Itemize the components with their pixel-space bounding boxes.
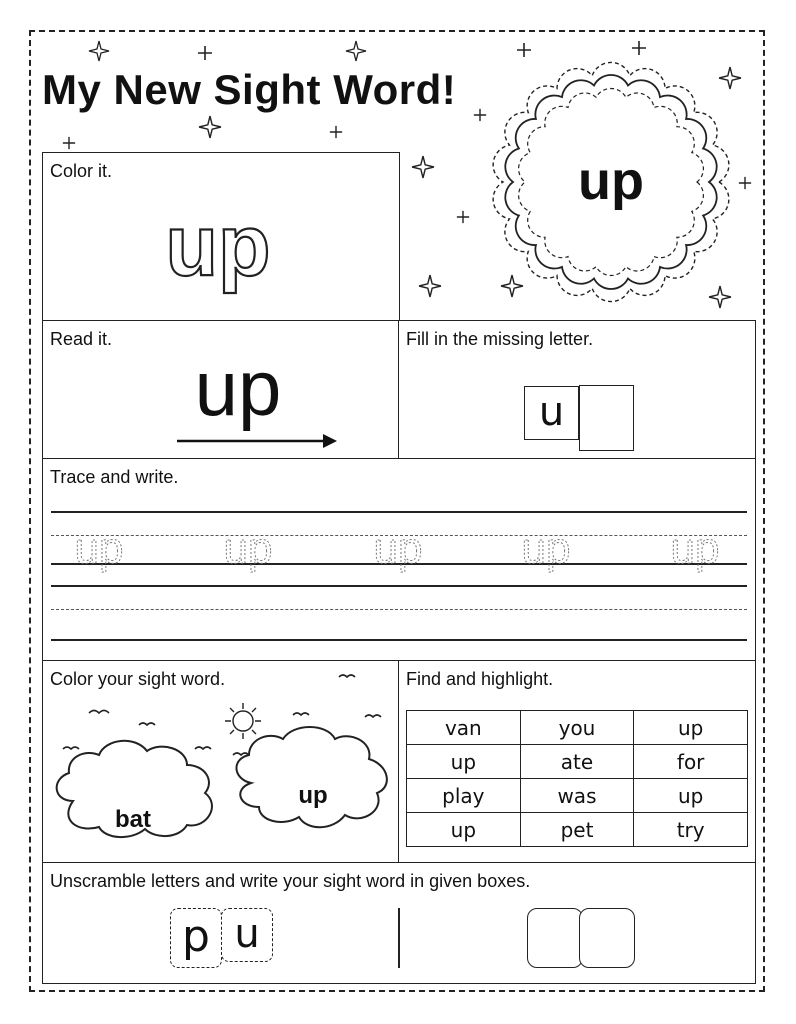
word-cell[interactable]: pet (520, 813, 634, 847)
section-label: Trace and write. (50, 467, 179, 487)
cloud-word-left: bat (115, 806, 151, 833)
writing-line (51, 511, 747, 513)
star-icon (631, 40, 647, 56)
trace-words[interactable] (43, 519, 753, 589)
answer-box[interactable] (579, 908, 635, 968)
scrambled-letter-box: p (170, 908, 222, 968)
scrambled-letter-box: u (221, 908, 273, 962)
trace-word: up (223, 524, 273, 573)
color-sight-word-section (42, 660, 400, 864)
sight-word: up (578, 151, 644, 211)
word-cell[interactable]: for (634, 745, 748, 779)
word-cell[interactable]: up (407, 745, 521, 779)
section-label: Color your sight word. (50, 669, 226, 689)
sky-scene (43, 661, 399, 863)
word-cell[interactable]: was (520, 779, 634, 813)
trace-word: up (373, 524, 423, 573)
writing-line-dashed (51, 609, 747, 610)
word-grid (406, 710, 748, 847)
table-row (407, 745, 748, 779)
star-icon (411, 155, 435, 179)
section-label: Unscramble letters and write your sight word in given boxes. (50, 871, 531, 891)
cloud-word-right: up (298, 782, 328, 809)
color-it-section (42, 152, 400, 322)
star-icon (197, 45, 213, 61)
outline-word[interactable] (143, 193, 293, 303)
word-cell[interactable]: up (634, 779, 748, 813)
word-cell[interactable]: ate (520, 745, 634, 779)
trace-write-section (42, 458, 756, 662)
section-label: Find and highlight. (406, 669, 554, 689)
word-cell[interactable]: up (407, 813, 521, 847)
sight-word-badge (484, 56, 738, 308)
word-cell[interactable]: try (634, 813, 748, 847)
word-cell[interactable]: play (407, 779, 521, 813)
answer-box[interactable] (527, 908, 583, 968)
section-label: Fill in the missing letter. (406, 329, 594, 349)
star-icon (456, 210, 470, 224)
table-row (407, 779, 748, 813)
read-it-section (42, 320, 400, 460)
star-icon (418, 274, 442, 298)
section-label: Color it. (50, 161, 113, 181)
svg-text:up: up (165, 198, 271, 294)
trace-word: up (74, 524, 124, 573)
page-title: My New Sight Word! (42, 66, 457, 113)
cloud-right (236, 727, 386, 827)
writing-line (51, 639, 747, 641)
word-cell[interactable]: up (634, 711, 748, 745)
table-row (407, 711, 748, 745)
star-icon (345, 40, 367, 62)
star-icon (198, 115, 222, 139)
svg-text:up: up (194, 344, 282, 432)
section-label: Read it. (50, 329, 113, 349)
trace-word: up (670, 524, 720, 573)
word-cell[interactable]: van (407, 711, 521, 745)
star-icon (62, 136, 76, 150)
word-cell[interactable]: you (520, 711, 634, 745)
given-letter-box: u (524, 386, 579, 440)
star-icon (738, 176, 752, 190)
table-row (407, 813, 748, 847)
star-icon (329, 125, 343, 139)
sun-icon (225, 703, 261, 739)
unscramble-section (42, 862, 756, 984)
star-icon (88, 40, 110, 62)
divider (398, 908, 400, 968)
missing-letter-box[interactable] (579, 385, 634, 451)
trace-word: up (521, 524, 571, 573)
read-word (163, 339, 353, 457)
missing-letter-section (398, 320, 756, 460)
